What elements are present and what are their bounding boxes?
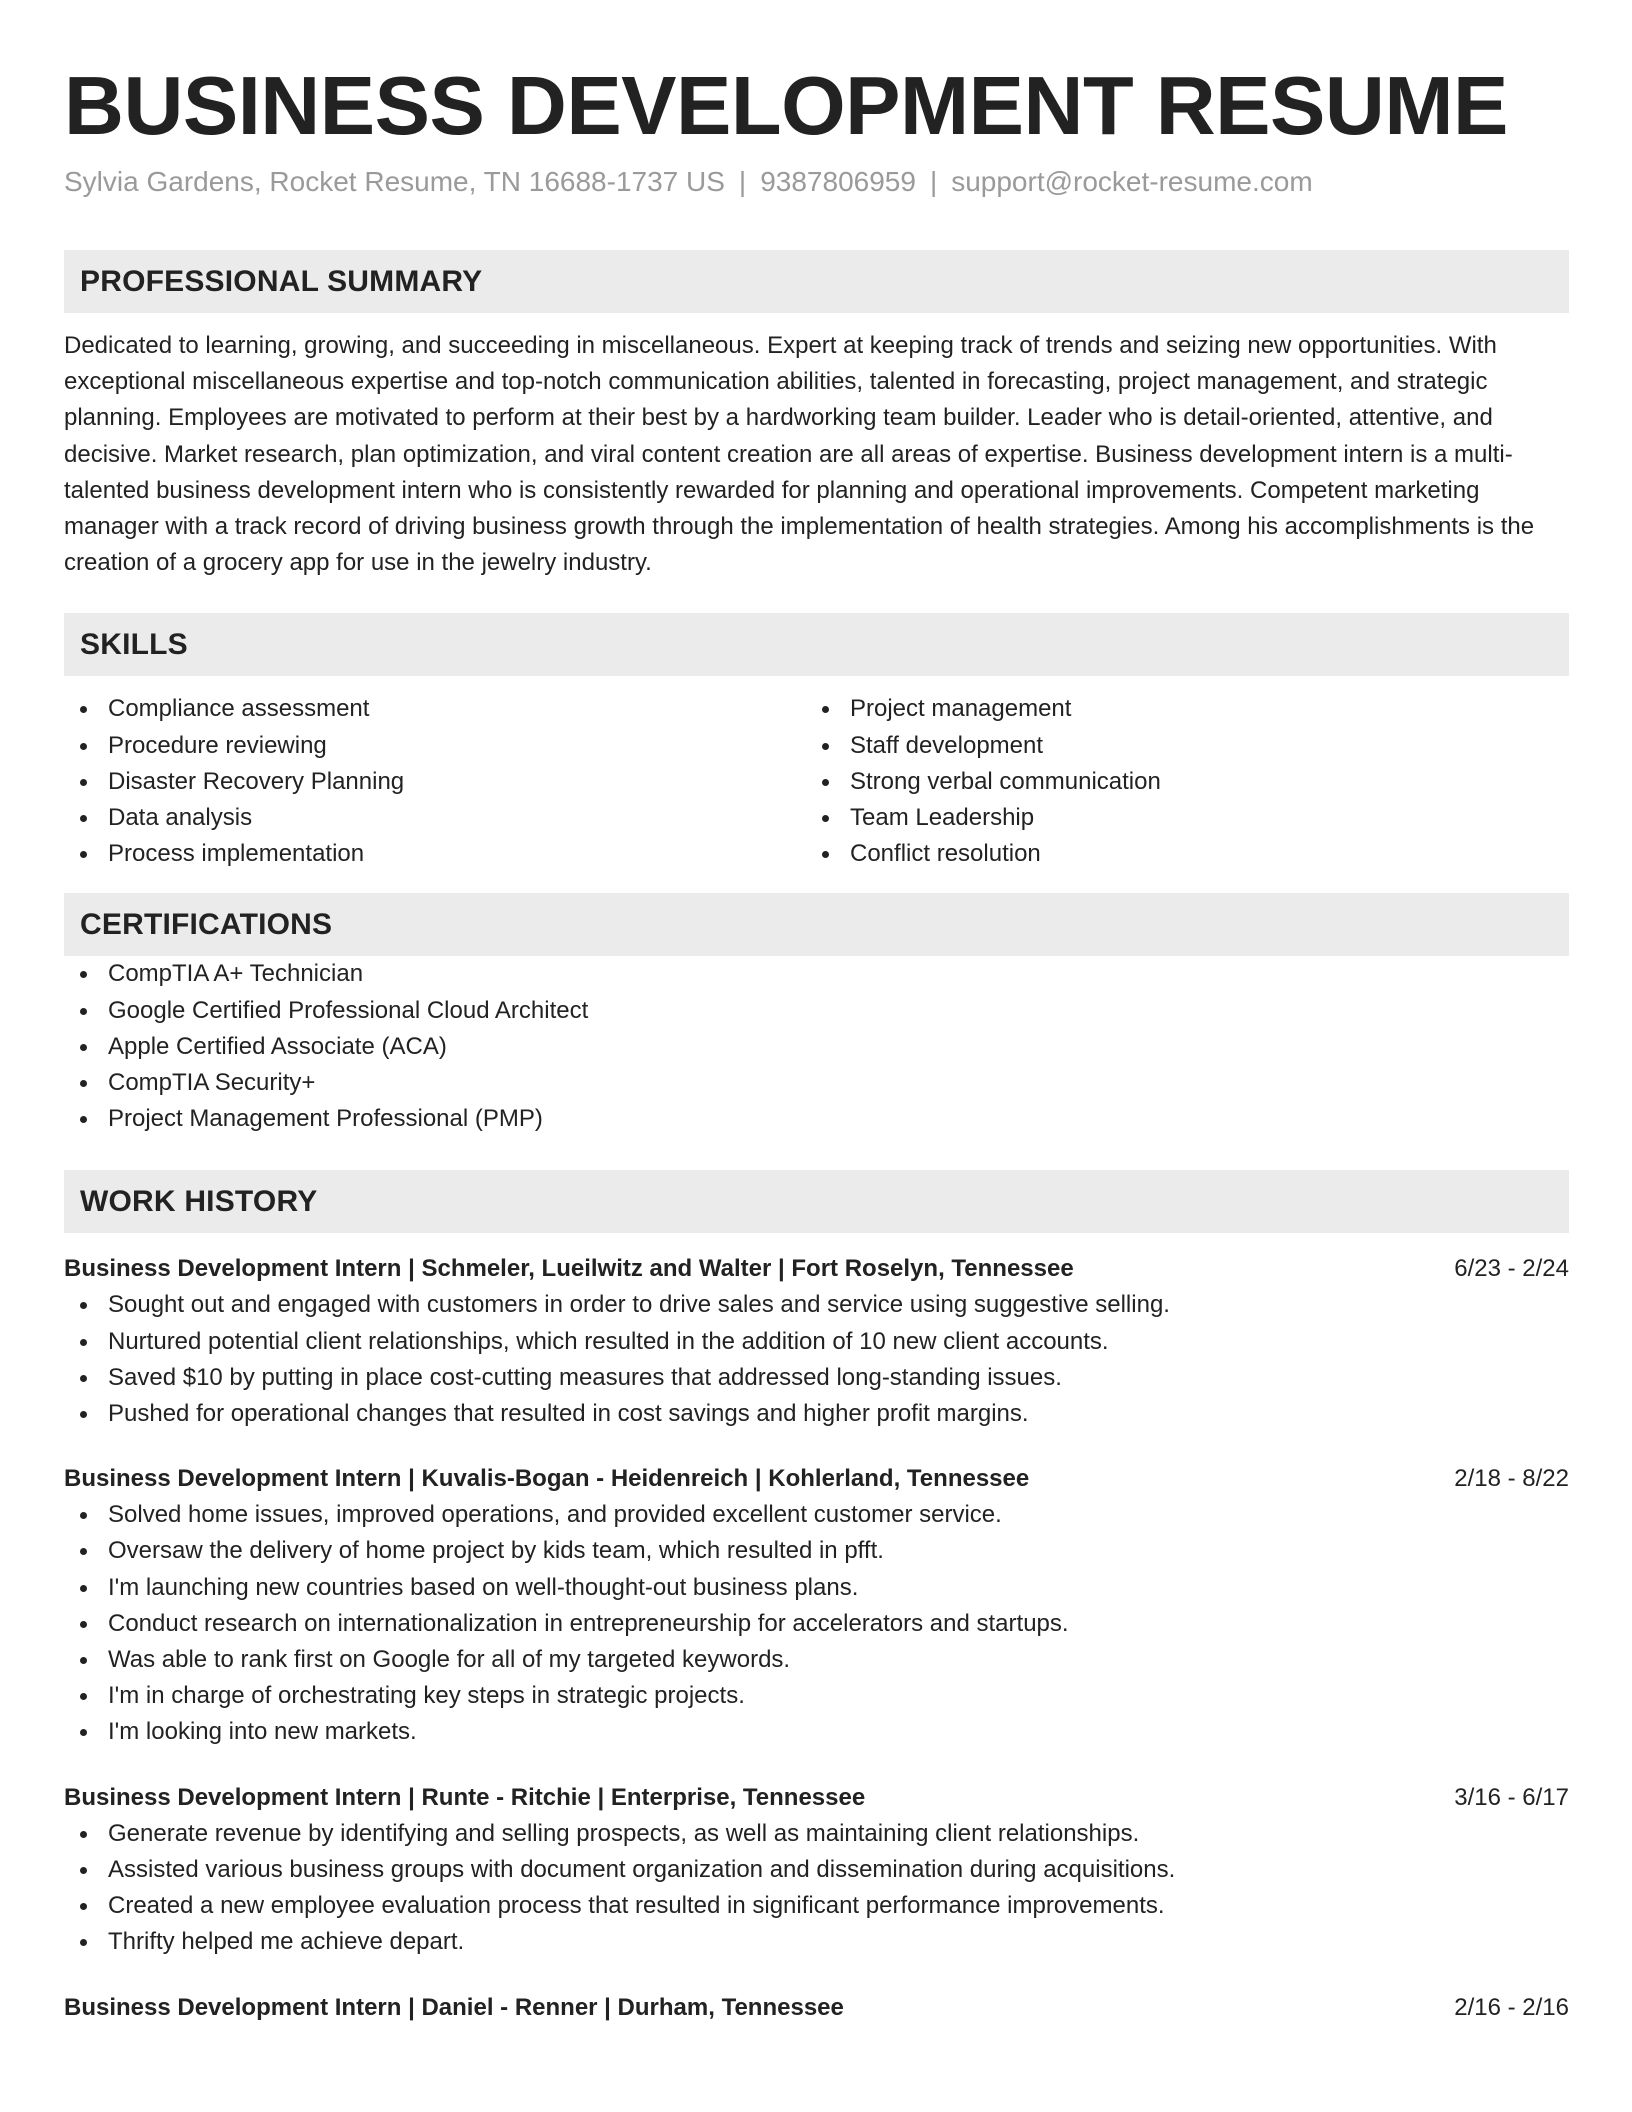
certifications-list xyxy=(64,956,1569,1137)
job-bullet: Sought out and engaged with customers in order to drive sales and service using suggestive selling. xyxy=(64,1287,1569,1323)
skill-item: Project management xyxy=(806,691,1548,727)
skills-grid xyxy=(64,691,1569,872)
contact-phone: 9387806959 xyxy=(760,166,916,197)
contact-separator: | xyxy=(738,166,747,197)
job-header xyxy=(64,1780,1569,1816)
job-bullet: Created a new employee evaluation process that resulted in significant performance improvements. xyxy=(64,1888,1569,1924)
skill-item: Staff development xyxy=(806,728,1548,764)
contact-email: support@rocket-resume.com xyxy=(951,166,1313,197)
job-dates: 6/23 - 2/24 xyxy=(1454,1255,1569,1283)
job-bullet: Oversaw the delivery of home project by kids team, which resulted in pfft. xyxy=(64,1533,1569,1569)
job-title: Business Development Intern | Kuvalis-Bogan - Heidenreich | Kohlerland, Tennessee xyxy=(64,1465,1030,1493)
skills-list-left xyxy=(64,691,806,872)
section-header-work-history: WORK HISTORY xyxy=(64,1170,1569,1233)
section-header-summary: PROFESSIONAL SUMMARY xyxy=(64,250,1569,313)
contact-address: Sylvia Gardens, Rocket Resume, TN 16688-1737 US xyxy=(64,166,725,197)
job-header xyxy=(64,1461,1569,1497)
job-dates: 2/16 - 2/16 xyxy=(1454,1993,1569,2021)
job-title: Business Development Intern | Daniel - Renner | Durham, Tennessee xyxy=(64,1993,844,2021)
certification-item: CompTIA Security+ xyxy=(64,1065,1569,1101)
job-dates: 3/16 - 6/17 xyxy=(1454,1783,1569,1811)
skills-list-right xyxy=(806,691,1548,872)
job-bullet-list xyxy=(64,1497,1569,1750)
job-title: Business Development Intern | Schmeler, Lueilwitz and Walter | Fort Roselyn, Tennessee xyxy=(64,1255,1074,1283)
job-bullet-list xyxy=(64,1287,1569,1432)
certification-item: CompTIA A+ Technician xyxy=(64,956,1569,992)
job-entry xyxy=(64,1461,1569,1750)
job-title: Business Development Intern | Runte - Ritchie | Enterprise, Tennessee xyxy=(64,1783,866,1811)
certification-item: Project Management Professional (PMP) xyxy=(64,1101,1569,1137)
job-bullet: Assisted various business groups with document organization and dissemination during acquisitions. xyxy=(64,1852,1569,1888)
section-header-certifications: CERTIFICATIONS xyxy=(64,893,1569,956)
job-header xyxy=(64,1990,1569,2026)
contact-separator: | xyxy=(929,166,938,197)
skill-item: Procedure reviewing xyxy=(64,728,806,764)
resume-title: BUSINESS DEVELOPMENT RESUME xyxy=(64,59,1508,152)
certification-item: Apple Certified Associate (ACA) xyxy=(64,1029,1569,1065)
job-bullet: I'm looking into new markets. xyxy=(64,1714,1569,1750)
skill-item: Strong verbal communication xyxy=(806,764,1548,800)
certification-item: Google Certified Professional Cloud Architect xyxy=(64,993,1569,1029)
job-bullet: Conduct research on internationalization in entrepreneurship for accelerators and startups. xyxy=(64,1606,1569,1642)
job-entry xyxy=(64,1780,1569,1961)
job-bullet: I'm launching new countries based on well-thought-out business plans. xyxy=(64,1570,1569,1606)
job-bullet: Nurtured potential client relationships, which resulted in the addition of 10 new client accounts. xyxy=(64,1324,1569,1360)
contact-line xyxy=(64,164,1569,200)
job-bullet: I'm in charge of orchestrating key steps in strategic projects. xyxy=(64,1678,1569,1714)
skill-item: Process implementation xyxy=(64,836,806,872)
summary-text: Dedicated to learning, growing, and succeeding in miscellaneous. Expert at keeping track of trends and seizing new opportunities. With exceptional miscellaneous expertise and top-notch communication abilities, talented in forecasting, project management, and strategic planning. Employees are motivated to perform at their best by a hardworking team builder. Leader who is detail-oriented, attentive, and decisive. Market research, plan optimization, and viral content creation are all areas of expertise. Business development intern is a multi-talented business development intern who is consistently rewarded for planning and operational improvements. Competent marketing manager with a track record of driving business growth through the implementation of health strategies. Among his accomplishments is the creation of a grocery app for use in the jewelry industry. xyxy=(64,332,1535,577)
job-bullet: Solved home issues, improved operations, and provided excellent customer service. xyxy=(64,1497,1569,1533)
resume-page xyxy=(64,0,1569,2026)
skill-item: Data analysis xyxy=(64,800,806,836)
skill-item: Conflict resolution xyxy=(806,836,1548,872)
section-header-skills: SKILLS xyxy=(64,613,1569,676)
skill-item: Disaster Recovery Planning xyxy=(64,764,806,800)
job-entry xyxy=(64,1990,1569,2026)
skills-column-left xyxy=(64,691,806,872)
job-bullet: Saved $10 by putting in place cost-cutting measures that addressed long-standing issues. xyxy=(64,1360,1569,1396)
skill-item: Team Leadership xyxy=(806,800,1548,836)
job-bullet-list xyxy=(64,1816,1569,1961)
job-bullet: Thrifty helped me achieve depart. xyxy=(64,1924,1569,1960)
skill-item: Compliance assessment xyxy=(64,691,806,727)
job-header xyxy=(64,1251,1569,1287)
job-entry xyxy=(64,1251,1569,1432)
job-dates: 2/18 - 8/22 xyxy=(1454,1465,1569,1493)
skills-column-right xyxy=(806,691,1548,872)
job-bullet: Was able to rank first on Google for all of my targeted keywords. xyxy=(64,1642,1569,1678)
job-bullet: Pushed for operational changes that resulted in cost savings and higher profit margins. xyxy=(64,1396,1569,1432)
job-bullet: Generate revenue by identifying and selling prospects, as well as maintaining client relationships. xyxy=(64,1816,1569,1852)
